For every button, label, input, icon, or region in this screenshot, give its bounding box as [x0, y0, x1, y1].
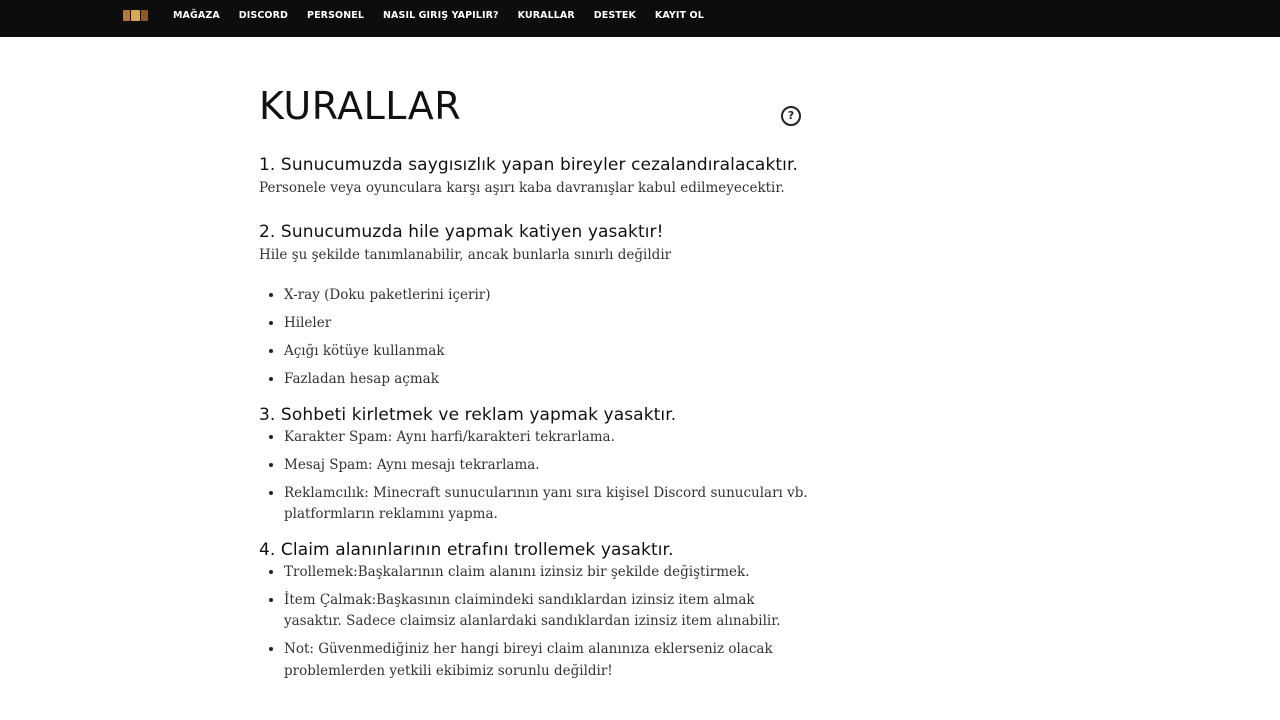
rule-list [259, 427, 819, 526]
nav-item-kurallar[interactable]: KURALLAR [517, 10, 575, 21]
rule-4 [259, 538, 819, 683]
rule-heading: 3. Sohbeti kirletmek ve reklam yapmak yasaktır. [259, 404, 677, 425]
rule-2 [259, 220, 819, 391]
nav-item-discord[interactable]: DISCORD [238, 10, 289, 21]
nav-item-personel[interactable]: PERSONEL [307, 10, 364, 21]
rule-heading: 4. Claim alanınlarının etrafını trollemek yasaktır. [259, 539, 674, 560]
rule-list [259, 285, 819, 391]
nav-item-kayit-ol[interactable]: KAYIT OL [654, 10, 704, 21]
help-circle-icon[interactable]: ? [781, 106, 801, 126]
server-logo-icon[interactable] [123, 10, 148, 21]
nav-menu [173, 0, 704, 37]
list-item: • Mesaj Spam: Aynı mesajı tekrarlama. [284, 455, 819, 477]
top-navbar [0, 0, 1280, 37]
rule-description: Hile şu şekilde tanımlanabilir, ancak bunlarla sınırlı değildir [259, 247, 672, 263]
list-item: • Not: Güvenmediğiniz her hangi bireyi claim alanınıza eklerseniz olacak problemlerden yetkili ekibimiz sorunlu değildir! [284, 639, 819, 682]
rule-1 [259, 153, 819, 199]
rule-heading: 2. Sunucumuzda hile yapmak katiyen yasaktır! [259, 222, 664, 242]
rule-3 [259, 403, 819, 526]
list-item: • X-ray (Doku paketlerini içerir) [284, 285, 819, 307]
page-title: KURALLAR [259, 84, 462, 128]
rule-description: Personele veya oyunculara karşı aşırı kaba davranışlar kabul edilmeyecektir. [259, 180, 785, 196]
rule-list [259, 562, 819, 683]
list-item: • Fazladan hesap açmak [284, 369, 819, 391]
nav-item-destek[interactable]: DESTEK [593, 10, 636, 21]
list-item: • Reklamcılık: Minecraft sunucularının yanı sıra kişisel Discord sunucuları vb. platformların reklamını yapma. [284, 483, 819, 526]
nav-item-magaza[interactable]: MAĞAZA [173, 10, 220, 21]
nav-item-nasil-giris-yapilir[interactable]: NASIL GIRIŞ YAPILIR? [383, 10, 499, 21]
main-content [259, 80, 819, 689]
list-item: • Trollemek:Başkalarının claim alanını izinsiz bir şekilde değiştirmek. [284, 562, 819, 584]
rule-heading: 1. Sunucumuzda saygısızlık yapan bireyler cezalandıralacaktır. [259, 155, 799, 175]
list-item: • Hileler [284, 313, 819, 335]
list-item: • Karakter Spam: Aynı harfi/karakteri tekrarlama. [284, 427, 819, 449]
list-item: • Açığı kötüye kullanmak [284, 341, 819, 363]
list-item: • İtem Çalmak:Başkasının claimindeki sandıklardan izinsiz item almak yasaktır. Sadece claimsiz alanlardaki sandıklardan izinsiz item alınabilir. [284, 590, 819, 633]
